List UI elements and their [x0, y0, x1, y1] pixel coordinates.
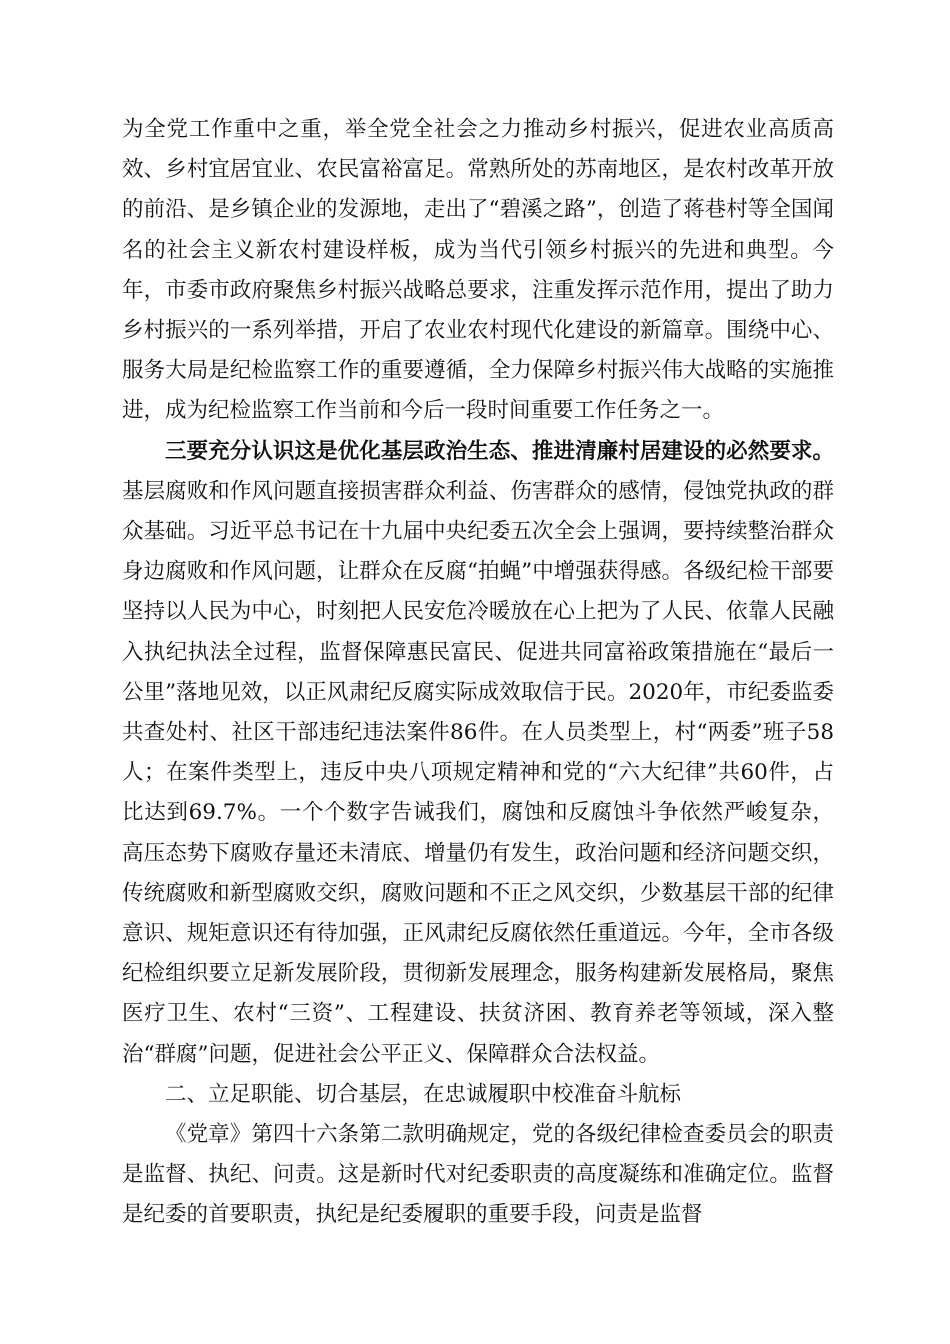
paragraph-lead-heading: 三要充分认识这是优化基层政治生态、推进清廉村居建设的必然要求。	[165, 438, 834, 464]
paragraph-body-text: 基层腐败和作风问题直接损害群众利益、伤害群众的感情，侵蚀党执政的群众基础。习近平总书记在十九届中央纪委五次全会上强调，要持续整治群众身边腐败和作风问题，让群众在反腐“拍蝇”中增强获得感。各级纪检干部要坚持以人民为中心，时刻把人民安危冷暖放在心上把为了人民、依靠人民融入执纪执法全过程，监督保障惠民富民、促进共同富裕政策措施在“最后一公里”落地见效，以正风肃纪反腐实际成效取信于民。2020年，市纪委监委共查处村、社区干部违纪违法案件86件。在人员类型上，村“两委”班子58人；在案件类型上，违反中央八项规定精神和党的“六大纪律”共60件，占比达到69.7%。一个个数字告诫我们，腐蚀和反腐蚀斗争依然严峻复杂，高压态势下腐败存量还未清底、增量仍有发生，政治问题和经济问题交织，传统腐败和新型腐败交织，腐败问题和不正之风交织，少数基层干部的纪律意识、规矩意识还有待加强，正风肃纪反腐依然任重道远。今年，全市各级纪检组织要立足新发展阶段，贯彻新发展理念，服务构建新发展格局，聚焦医疗卫生、农村“三资”、工程建设、扶贫济困、教育养老等领域，深入整治“群腐”问题，促进社会公平正义、保障群众合法权益。	[122, 478, 834, 1067]
section-heading: 二、立足职能、切合基层，在忠诚履职中校准奋斗航标	[165, 1081, 682, 1107]
paragraph-party-constitution: 《党章》第四十六条第二款明确规定，党的各级纪律检查委员会的职责是监督、执纪、问责。这是新时代对纪委职责的高度凝练和准确定位。监督是纪委的首要职责，执纪是纪委履职的重要手段，问责是监督	[122, 1122, 834, 1228]
document-page	[122, 110, 834, 1236]
paragraph-political-ecology	[122, 432, 834, 1075]
paragraph-rural-revitalization: 为全党工作重中之重，举全党全社会之力推动乡村振兴，促进农业高质高效、乡村宜居宜业、农民富裕富足。常熟所处的苏南地区，是农村改革开放的前沿、是乡镇企业的发源地，走出了“碧溪之路”，创造了蒋巷村等全国闻名的社会主义新农村建设样板，成为当代引领乡村振兴的先进和典型。今年，市委市政府聚焦乡村振兴战略总要求，注重发挥示范作用，提出了助力乡村振兴的一系列举措，开启了农业农村现代化建设的新篇章。围绕中心、服务大局是纪检监察工作的重要遵循，全力保障乡村振兴伟大战略的实施推进，成为纪检监察工作当前和今后一段时间重要工作任务之一。	[122, 117, 834, 424]
